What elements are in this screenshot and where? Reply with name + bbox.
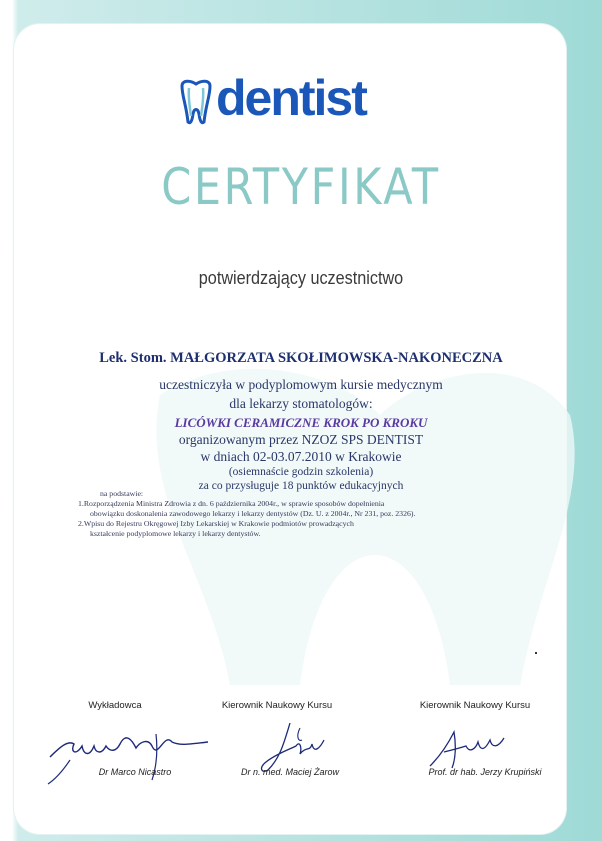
signature-name: Prof. dr hab. Jerzy Krupiński xyxy=(428,767,542,777)
body-line-3: organizowanym przez NZOZ SPS DENTIST xyxy=(178,432,424,447)
signature-role: Kierownik Naukowy Kursu xyxy=(419,700,531,711)
body-line-1: uczestniczyła w podyplomowym kursie medycznym xyxy=(159,377,443,392)
certificate-subtitle: potwierdzający uczestnictwo xyxy=(198,268,404,288)
body-line-5: (osiemnaście godzin szkolenia) xyxy=(228,466,374,478)
legal-basis-heading: na podstawie: xyxy=(100,489,144,498)
dentist-logo xyxy=(176,70,426,126)
body-line-4: w dniach 02-03.07.2010 w Krakowie xyxy=(200,449,402,464)
signature-name: Dr n. med. Maciej Żarow xyxy=(240,767,340,777)
signature-block-lecturer xyxy=(30,700,200,711)
course-title: LICÓWKI CERAMICZNE KROK PO KROKU xyxy=(174,415,428,430)
signature-name-block-1 xyxy=(50,767,220,777)
legal-basis-item-2b: kształcenie podyplomowe lekarzy i lekarzy dentystów. xyxy=(90,529,261,538)
legal-basis-block xyxy=(78,489,498,539)
legal-basis-item-1b: obowiązku doskonalenia zawodowego lekarzy i lekarzy dentystów (Dz. U. z 2004r., Nr 231, poz. 2326). xyxy=(90,509,416,518)
signature-block-scientific-1 xyxy=(212,700,342,711)
stray-dot xyxy=(535,652,537,654)
signature-role: Kierownik Naukowy Kursu xyxy=(221,700,333,711)
tooth-logo-icon xyxy=(176,78,216,126)
signature-name-block-2 xyxy=(215,767,365,777)
logo-wordmark: dentist xyxy=(216,70,366,126)
certificate-title: CERTYFIKAT xyxy=(161,158,441,216)
legal-basis-item-2a: 2.Wpisu do Rejestru Okręgowej Izby Lekarskiej w Krakowie podmiotów prowadzących xyxy=(78,519,354,528)
signature-name-block-3 xyxy=(405,767,565,777)
signature-role: Wykładowca xyxy=(88,700,142,711)
body-line-6: za co przysługuje 18 punktów edukacyjnych xyxy=(198,480,404,492)
body-line-2: dla lekarzy stomatologów: xyxy=(229,396,373,411)
signature-block-scientific-2 xyxy=(410,700,540,711)
legal-basis-item-1a: 1.Rozporządzenia Ministra Zdrowia z dn. 6 października 2004r., w sprawie sposobów dopełnienia xyxy=(78,499,385,508)
recipient-name: Lek. Stom. MAŁGORZATA SKOŁIMOWSKA-NAKONECZNA xyxy=(99,350,503,366)
signature-name: Dr Marco Nicastro xyxy=(98,767,172,777)
